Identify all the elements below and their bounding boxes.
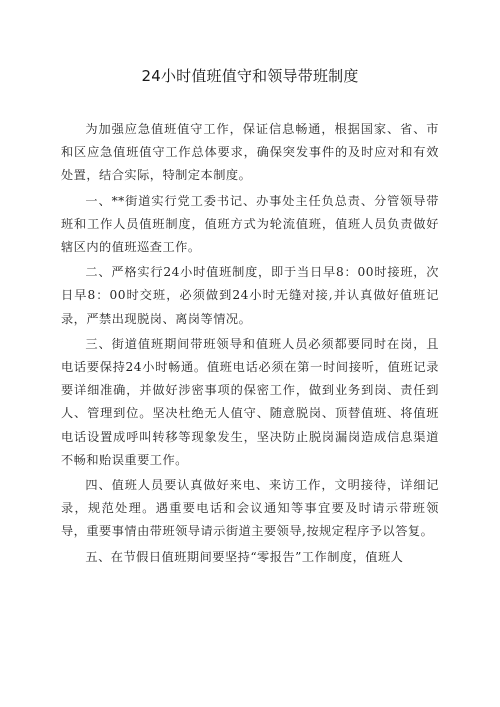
paragraph-article-4: 四、值班人员要认真做好来电、来访工作，文明接待，详细记录，规范处理。遇重要电话和会议通知等事宜要及时请示带班领导，重要事情由带班领导请示街道主要领导,按规定程序予以答复。 <box>61 478 439 539</box>
document-body <box>61 118 439 571</box>
paragraph-article-3: 三、街道值班期间带班领导和值班人员必须都要同时在岗，且电话要保持24小时畅通。值班电话必须在第一时间接听，值班记录要详细准确，并做好涉密事项的保密工作，做到业务到岗、责任到人、管理到位。坚决杜绝无人值守、随意脱岗、顶替值班、将值班电话设置成呼叫转移等现象发生，坚决防止脱岗漏岗造成信息渠道不畅和贻误重要工作。 <box>61 336 439 467</box>
paragraph-article-1: 一、**街道实行党工委书记、办事处主任负总责、分管领导带班和工作人员值班制度，值班方式为轮流值班，值班人员负责做好辖区内的值班巡查工作。 <box>61 193 439 255</box>
paragraph-intro: 为加强应急值班值守工作，保证信息畅通，根据国家、省、市和区应急值班值守工作总体要求，确保突发事件的及时应对和有效处置，结合实际，特制定本制度。 <box>61 122 439 183</box>
document-title: 24小时值班值守和领导带班制度 <box>141 67 359 85</box>
paragraph-article-5: 五、在节假日值班期间要坚持“零报告”工作制度，值班人 <box>85 549 404 564</box>
paragraph-article-2: 二、严格实行24小时值班制度，即于当日早8：00时接班，次日早8：00时交班，必须做到24小时无缝对接,并认真做好值班记录，严禁出现脱岗、离岗等情况。 <box>61 265 439 326</box>
